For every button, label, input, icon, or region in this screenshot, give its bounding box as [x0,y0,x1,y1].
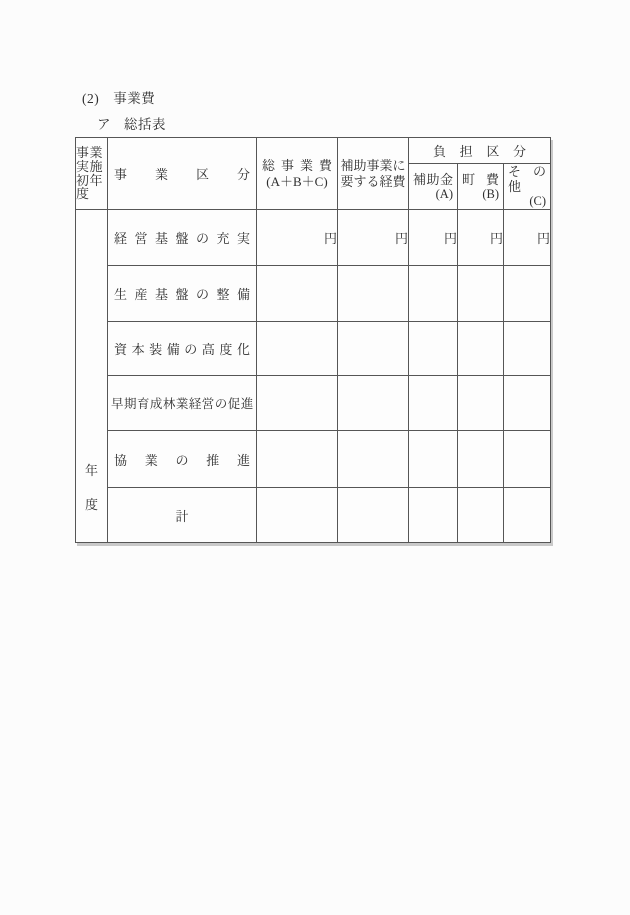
amount-cell [409,266,458,322]
yen-unit: 円 [489,231,503,246]
header-other [504,164,551,210]
header-burden-group [409,138,551,164]
amount-cell [338,376,409,431]
amount-cell [458,266,504,322]
amount-cell [338,266,409,322]
amount-cell [257,488,338,543]
header-total-cost-line1: 総事業費 [262,157,332,173]
header-row-top [76,138,551,164]
amount-cell [257,431,338,488]
amount-cell [504,431,551,488]
header-town-cost [458,164,504,210]
amount-cell [257,376,338,431]
amount-cell [409,376,458,431]
table-row [76,266,551,322]
amount-cell [504,266,551,322]
header-other-sub: (C) [529,194,546,208]
header-subsidy-expense-line1: 補助事業に [340,157,406,173]
amount-cell [458,431,504,488]
header-total-cost-line2: (A＋B＋C) [266,173,328,189]
total-row-label: 計 [175,508,189,524]
amount-cell [504,488,551,543]
header-town-cost-sub: (B) [482,186,499,201]
summary-table [75,137,551,543]
row-label: 生産基盤の整備 [114,287,250,302]
header-town-cost-label: 町費 [462,171,499,187]
row-label: 協業の推進 [114,452,250,468]
amount-cell [338,322,409,376]
table-row-total [76,488,551,543]
amount-cell [409,488,458,543]
section-heading [82,87,155,107]
header-other-label: その他 [508,164,546,194]
header-subsidy-amount [409,164,458,210]
header-subsidy-amount-label: 補助金 [413,171,453,187]
amount-cell [504,210,551,266]
amount-cell [338,210,409,266]
header-total-cost [257,138,338,210]
amount-cell [458,322,504,376]
fiscal-year-cell [76,210,108,543]
section-title: 事業費 [113,91,156,106]
header-category [108,138,257,210]
amount-cell [257,322,338,376]
header-subsidy-amount-sub: (A) [435,186,453,201]
year-degree-char: 度 [84,497,98,512]
subsection-heading [97,113,166,133]
yen-unit: 円 [443,231,457,246]
amount-cell [409,322,458,376]
row-label-cell [108,266,257,322]
header-first-year: 事業実施初年度 [76,138,108,210]
table-row [76,376,551,431]
row-label: 資本装備の高度化 [114,342,250,357]
year-char: 年 [84,463,98,478]
section-label: (2) [82,91,100,106]
amount-cell [458,488,504,543]
amount-cell [504,322,551,376]
amount-cell [409,431,458,488]
row-label-cell [108,431,257,488]
amount-cell [504,376,551,431]
row-label: 経営基盤の充実 [114,231,250,246]
subsection-label: ア [97,117,111,132]
row-label-cell [108,210,257,266]
table-row [76,431,551,488]
table-row [76,322,551,376]
amount-cell [458,210,504,266]
row-label: 早期育成林業経営の促進 [111,397,253,411]
amount-cell [338,488,409,543]
amount-cell [257,266,338,322]
yen-unit: 円 [323,231,337,246]
row-label-cell [108,376,257,431]
amount-cell [338,431,409,488]
amount-cell [257,210,338,266]
yen-unit: 円 [536,231,550,246]
amount-cell [458,376,504,431]
row-label-cell [108,488,257,543]
subsection-title: 総括表 [124,117,166,132]
row-label-cell [108,322,257,376]
yen-unit: 円 [394,231,408,246]
header-category-label: 事業区分 [114,167,250,182]
header-subsidy-expense [338,138,409,210]
header-burden-group-label: 負担区分 [433,144,526,159]
table-row [76,210,551,266]
amount-cell [409,210,458,266]
header-subsidy-expense-line2: 要する経費 [340,173,406,189]
